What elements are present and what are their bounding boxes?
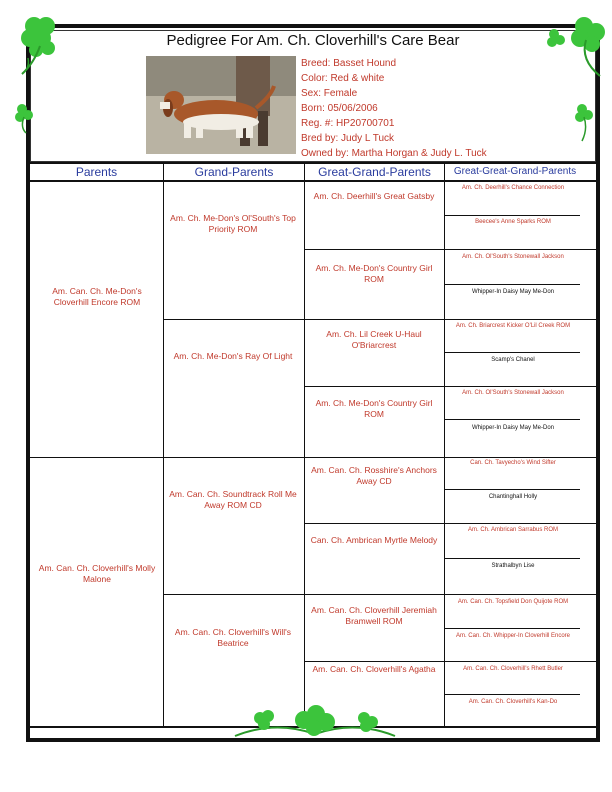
gggp-14: Am. Can. Ch. Whipper-In Cloverhill Encore bbox=[455, 633, 571, 639]
gggp-9: Can. Ch. Tavyecho's Wind Sifter bbox=[470, 460, 556, 466]
great-grandparent-3: Am. Ch. Lil Creek U-Haul O'Briarcrest bbox=[326, 329, 422, 350]
great-grandparent-2: Am. Ch. Me-Don's Country Girl ROM bbox=[315, 263, 433, 284]
shamrock-icon bbox=[540, 10, 610, 80]
ggp-split-1 bbox=[304, 249, 596, 250]
great-grandparent-6: Can. Ch. Ambrican Myrtle Melody bbox=[310, 535, 438, 545]
parent-dam: Am. Can. Ch. Cloverhill's Molly Malone bbox=[38, 563, 156, 584]
grandparent-4: Am. Can. Ch. Cloverhill's Will's Beatrice bbox=[174, 627, 292, 648]
shamrock-icon bbox=[230, 700, 400, 745]
gggp-6: Scamp's Chanel bbox=[491, 357, 535, 363]
grandparent-1: Am. Ch. Me-Don's Ol'South's Top Priority ROM bbox=[170, 213, 296, 234]
great-grandparent-5: Am. Can. Ch. Rosshire's Anchors Away CD bbox=[311, 465, 437, 486]
gggp-4: Whipper-In Daisy May Me-Don bbox=[471, 289, 555, 295]
grandparent-3: Am. Can. Ch. Soundtrack Roll Me Away ROM CD bbox=[169, 489, 297, 510]
gggp-split-2 bbox=[444, 284, 580, 285]
gggp-15: Am. Can. Ch. Cloverhill's Rhett Butler bbox=[463, 666, 563, 672]
dog-photo bbox=[146, 56, 296, 154]
grandparent-split-1 bbox=[163, 319, 596, 320]
col-divider-2 bbox=[304, 162, 305, 726]
gggp-split-1 bbox=[444, 215, 580, 216]
gggp-split-5 bbox=[444, 489, 580, 490]
gggp-13: Am. Can. Ch. Topsfield Don Quijote ROM bbox=[457, 599, 569, 605]
grandparent-2: Am. Ch. Me-Don's Ray Of Light bbox=[173, 351, 293, 361]
gggp-1: Am. Ch. Deerhill's Chance Connection bbox=[461, 185, 565, 191]
gggp-8: Whipper-In Daisy May Me-Don bbox=[471, 425, 555, 431]
gggp-16: Am. Can. Ch. Cloverhill's Kan-Do bbox=[468, 699, 558, 705]
header-great-great-grandparents: Great-Great-Grand-Parents bbox=[453, 166, 577, 177]
ggp-split-4 bbox=[304, 661, 596, 662]
gggp-10: Chantinghall Holly bbox=[488, 494, 538, 500]
breed: Breed: Basset Hound bbox=[301, 58, 397, 69]
born: Born: 05/06/2006 bbox=[301, 103, 378, 114]
ggp-split-2 bbox=[304, 386, 596, 387]
gggp-3: Am. Ch. Ol'South's Stonewall Jackson bbox=[462, 254, 564, 260]
gggp-split-7 bbox=[444, 628, 580, 629]
page-title: Pedigree For Am. Ch. Cloverhill's Care Bear bbox=[166, 32, 460, 49]
owned-by: Owned by: Martha Horgan & Judy L. Tuck bbox=[301, 148, 487, 159]
parent-split bbox=[30, 457, 596, 458]
header-parents: Parents bbox=[75, 165, 118, 179]
grandparent-split-2 bbox=[163, 594, 596, 595]
sex: Sex: Female bbox=[301, 88, 358, 99]
dog-info bbox=[301, 56, 487, 161]
gggp-split-3 bbox=[444, 352, 580, 353]
gggp-split-6 bbox=[444, 558, 580, 559]
shamrock-icon bbox=[8, 8, 78, 78]
col-divider-3 bbox=[444, 162, 445, 726]
header-grandparents: Grand-Parents bbox=[194, 165, 274, 179]
gggp-11: Am. Ch. Ambrican Sarrabus ROM bbox=[467, 527, 559, 533]
ggp-split-3 bbox=[304, 523, 596, 524]
col-divider-1 bbox=[163, 162, 164, 726]
gggp-split-8 bbox=[444, 694, 580, 695]
color: Color: Red & white bbox=[301, 73, 385, 84]
bred-by: Bred by: Judy L Tuck bbox=[301, 133, 395, 144]
great-grandparent-8: Am. Can. Ch. Cloverhill's Agatha bbox=[312, 664, 436, 674]
parent-sire: Am. Can. Ch. Me-Don's Cloverhill Encore ROM bbox=[52, 286, 142, 307]
gggp-2: Beecee's Anne Sparks ROM bbox=[475, 219, 551, 225]
great-grandparent-1: Am. Ch. Deerhill's Great Gatsby bbox=[313, 191, 435, 201]
gggp-split-4 bbox=[444, 419, 580, 420]
gggp-7: Am. Ch. Ol'South's Stonewall Jackson bbox=[462, 390, 564, 396]
shamrock-icon bbox=[568, 95, 598, 145]
great-grandparent-7: Am. Can. Ch. Cloverhill Jeremiah Bramwell ROM bbox=[311, 605, 437, 626]
header-great-grandparents: Great-Grand-Parents bbox=[318, 165, 431, 179]
great-grandparent-4: Am. Ch. Me-Don's Country Girl ROM bbox=[315, 398, 433, 419]
registration: Reg. #: HP20700701 bbox=[301, 118, 395, 129]
gggp-5: Am. Ch. Briarcrest Kicker O'Lil Creek ROM bbox=[455, 323, 571, 329]
gggp-12: Strathalbyn Lise bbox=[491, 563, 535, 569]
shamrock-icon bbox=[10, 95, 40, 135]
